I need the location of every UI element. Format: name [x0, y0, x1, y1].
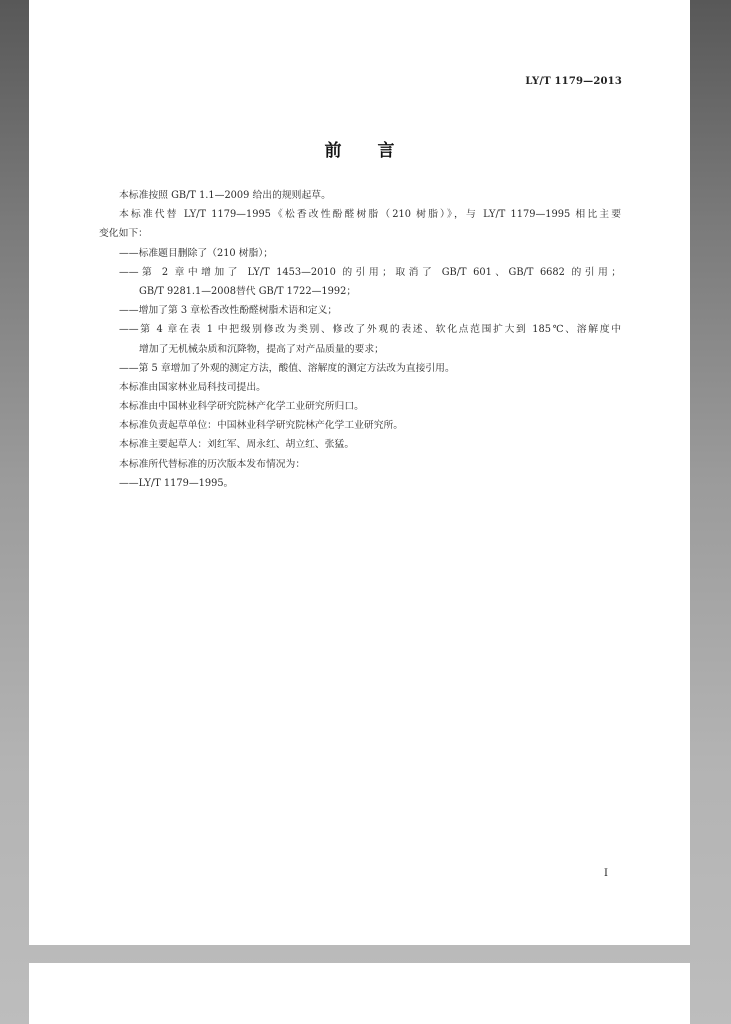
page-title: 前言 [324, 141, 431, 161]
document-page [29, 0, 690, 945]
list-item-continuation: 增加了无机械杂质和沉降物，提高了对产品质量的要求； [139, 343, 384, 355]
paragraph-line: 本标准负责起草单位：中国林业科学研究院林产化学工业研究所。 [119, 420, 404, 432]
list-item: ——第 5 章增加了外观的测定方法，酸值、溶解度的测定方法改为直接引用。 [119, 362, 455, 374]
list-item-continuation: GB/T 9281.1—2008替代 GB/T 1722—1992； [139, 285, 357, 297]
paragraph-line: 本标准按照 GB/T 1.1—2009 给出的规则起草。 [119, 190, 331, 201]
foreword-body [99, 186, 621, 493]
page-number: I [604, 868, 608, 879]
paragraph-line: 本标准代替 LY/T 1179—1995《松香改性酚醛树脂（210 树脂）》，与 LY/T 1179—1995 相比主要 [119, 209, 621, 221]
paragraph-line: 本标准由国家林业局科技司提出。 [119, 381, 266, 393]
document-code: LY/T 1179—2013 [525, 76, 622, 87]
next-page [29, 963, 690, 1024]
paragraph-line: 本标准所代替标准的历次版本发布情况为： [119, 458, 306, 470]
paragraph-line: 变化如下： [99, 228, 148, 240]
list-item: ——标准题目删除了（210 树脂）； [119, 247, 274, 259]
list-item: ——第 4 章在表 1 中把级别修改为类别、修改了外观的表述、软化点范围扩大到 185℃、溶解度中 [119, 324, 621, 336]
list-item: ——LY/T 1179—1995。 [119, 477, 234, 489]
list-item: ——第 2 章中增加了 LY/T 1453—2010 的引用；取消了 GB/T 601、GB/T 6682 的引用； [119, 266, 621, 278]
list-item: ——增加了第 3 章松香改性酚醛树脂术语和定义； [119, 305, 338, 317]
paragraph-line: 本标准主要起草人：刘红军、周永红、胡立红、张猛。 [119, 439, 355, 451]
paragraph-line: 本标准由中国林业科学研究院林产化学工业研究所归口。 [119, 401, 364, 413]
